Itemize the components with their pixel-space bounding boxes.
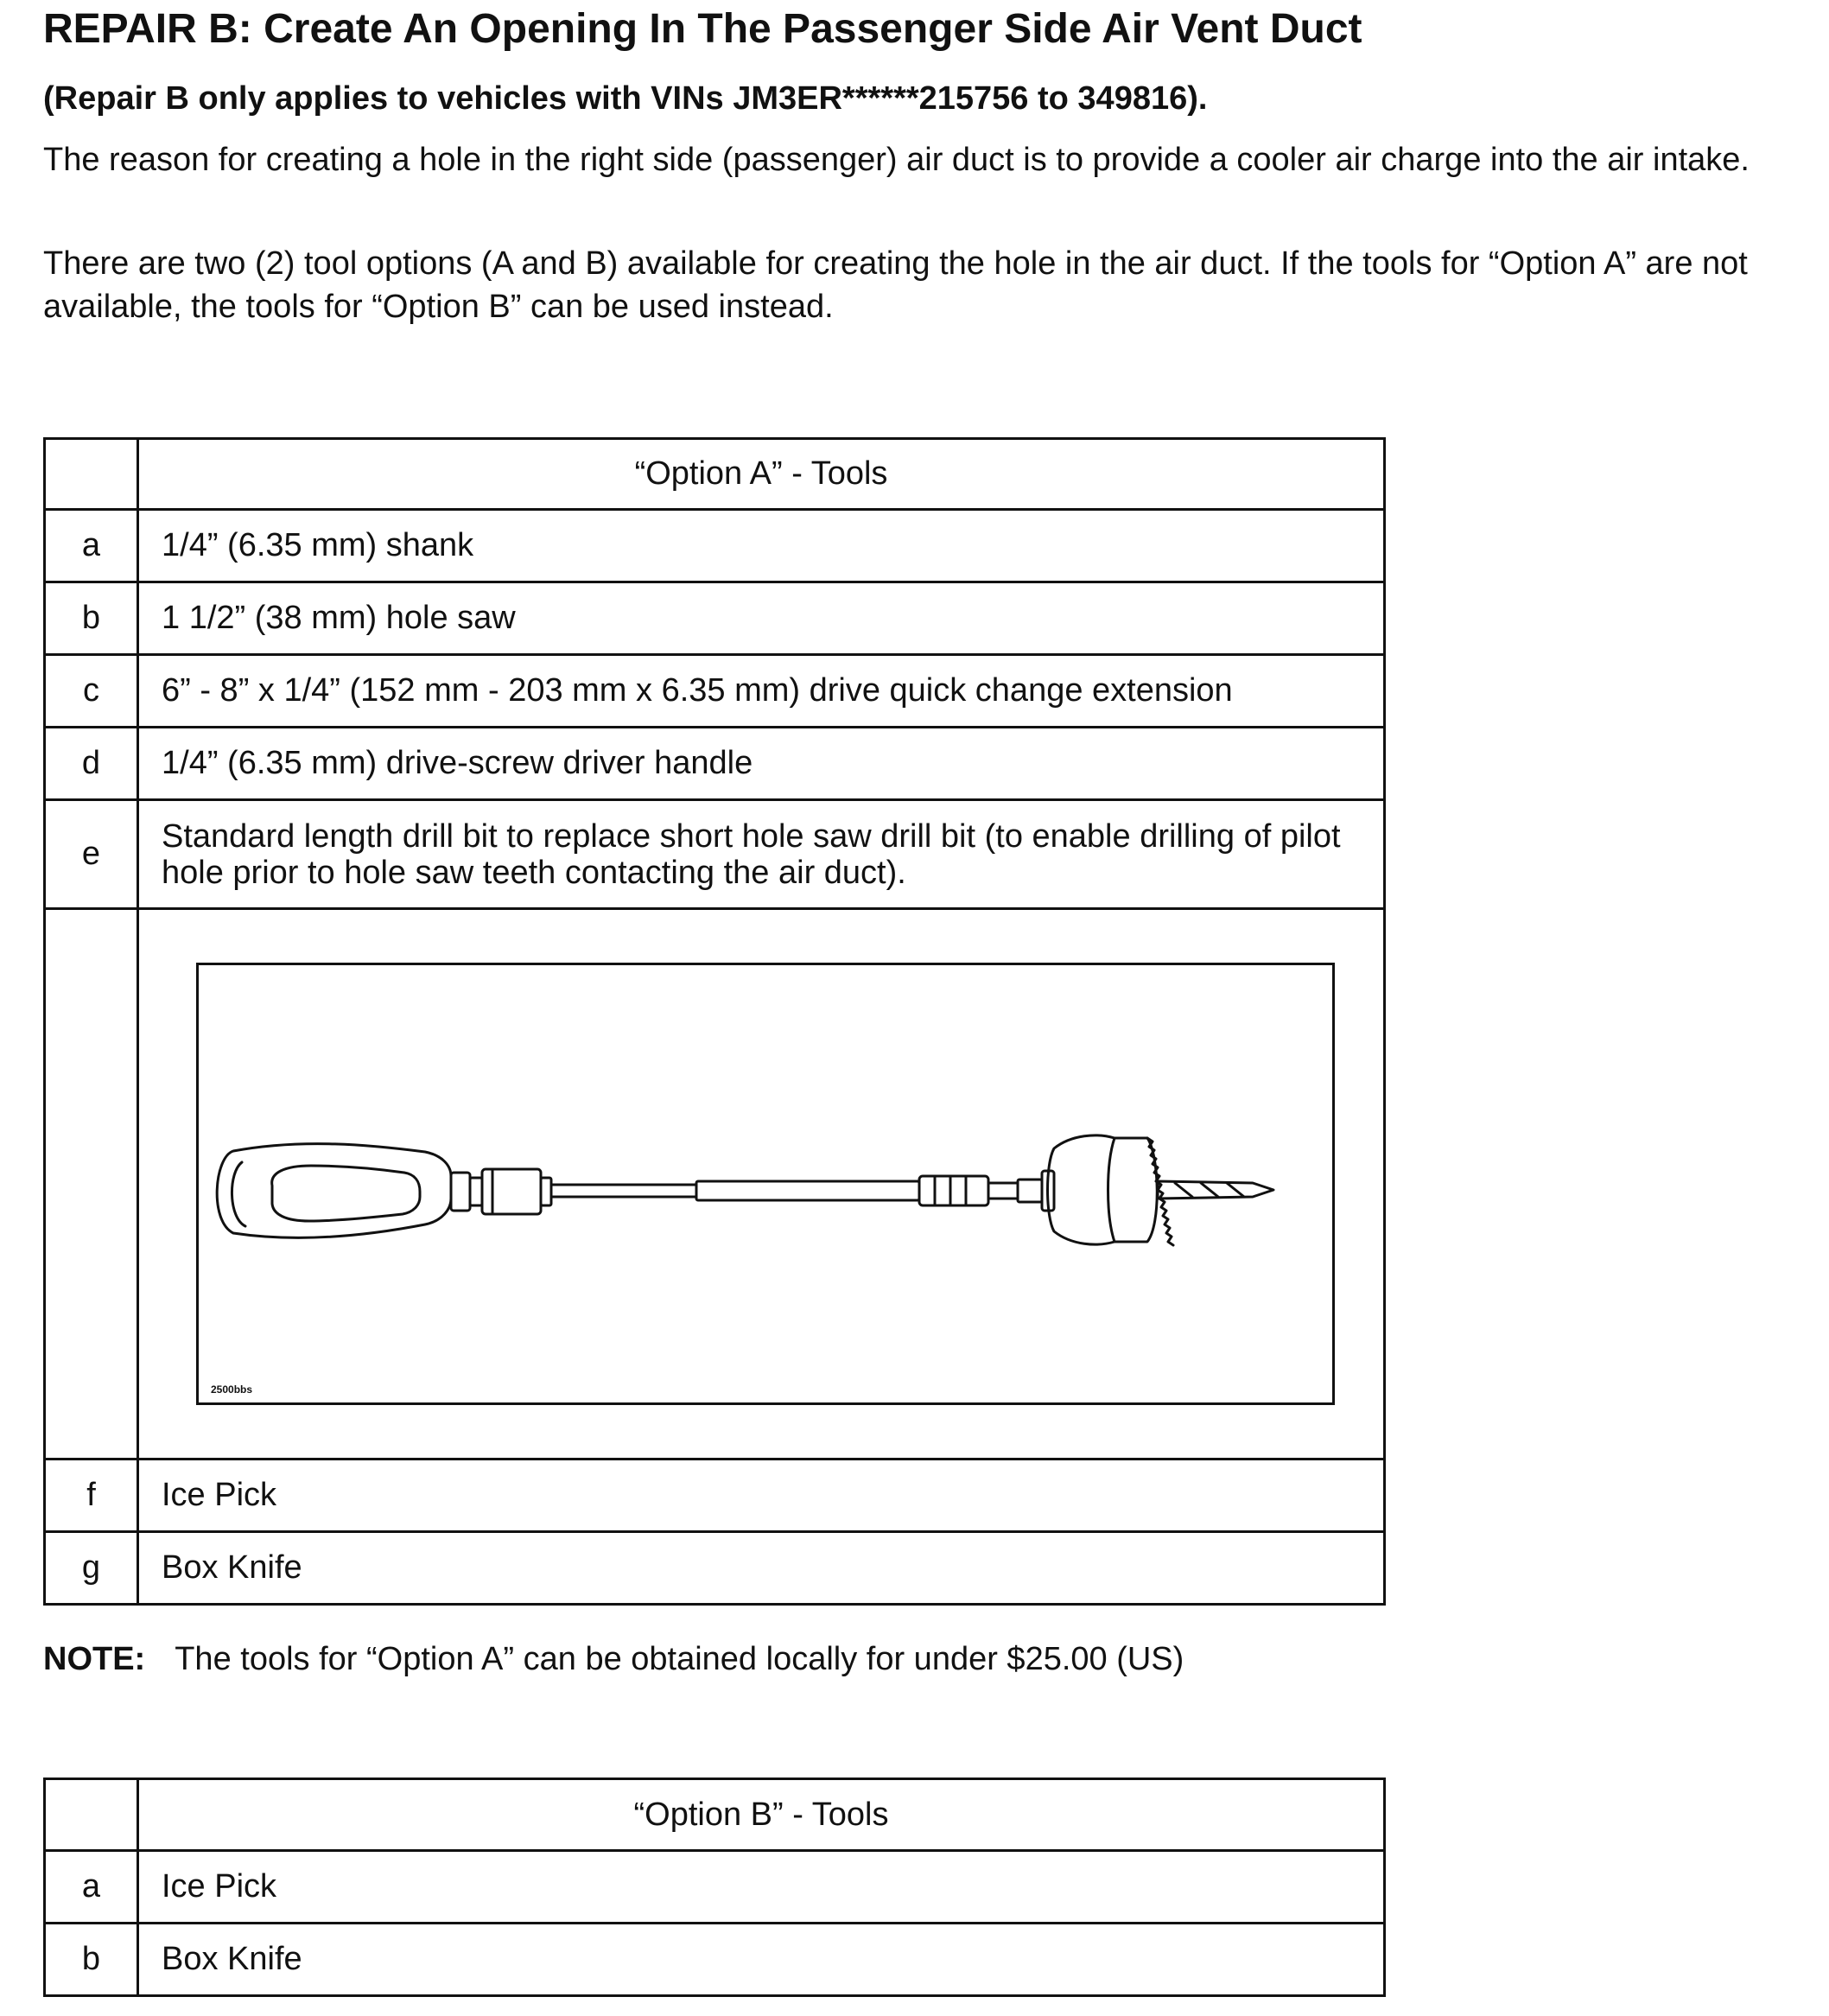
note-label: NOTE:	[43, 1641, 146, 1677]
row-description: Ice Pick	[138, 1851, 1385, 1924]
screwdriver-holesaw-illustration	[199, 965, 1332, 1402]
option-b-tools-table	[43, 1778, 1386, 1997]
cost-note	[43, 1638, 1184, 1681]
extension-shaft	[551, 1185, 696, 1197]
table-header-row	[45, 439, 1385, 510]
table-row	[45, 1460, 1385, 1532]
arbor-shank	[1018, 1180, 1042, 1202]
figure-code: 2500bbs	[211, 1383, 253, 1396]
quick-change-chuck	[482, 1169, 541, 1214]
table-row	[45, 800, 1385, 909]
row-description: 1/4” (6.35 mm) shank	[138, 510, 1385, 582]
row-description: 1/4” (6.35 mm) drive-screw driver handle	[138, 728, 1385, 800]
hole-saw-body	[1048, 1135, 1158, 1244]
option-a-tools-table	[43, 437, 1386, 1606]
table-header-row	[45, 1779, 1385, 1851]
tool-options-paragraph: There are two (2) tool options (A and B) available for creating the hole in the air duct. If the tools for “Option A” are not available, the tools for “Option B” can be used instead.	[43, 245, 1748, 325]
row-letter: f	[45, 1460, 138, 1532]
table-row	[45, 510, 1385, 582]
handle-collar	[451, 1173, 470, 1211]
row-letter: b	[45, 1924, 138, 1996]
extension-coupler	[919, 1176, 988, 1205]
row-letter: e	[45, 800, 138, 909]
row-letter: g	[45, 1532, 138, 1605]
table-row	[45, 1924, 1385, 1996]
option-b-header: “Option B” - Tools	[138, 1779, 1385, 1851]
handle-outline	[217, 1144, 451, 1238]
row-description: Box Knife	[138, 1924, 1385, 1996]
row-description: 6” - 8” x 1/4” (152 mm - 203 mm x 6.35 mm) drive quick change extension	[138, 655, 1385, 728]
row-description: Box Knife	[138, 1532, 1385, 1605]
row-letter: a	[45, 1851, 138, 1924]
row-description: 1 1/2” (38 mm) hole saw	[138, 582, 1385, 655]
page-title: REPAIR B: Create An Opening In The Passenger Side Air Vent Duct	[43, 6, 1362, 52]
note-text: The tools for “Option A” can be obtained locally for under $25.00 (US)	[175, 1641, 1184, 1677]
row-description: Ice Pick	[138, 1460, 1385, 1532]
row-letter: a	[45, 510, 138, 582]
header-letter-cell	[45, 439, 138, 510]
table-row	[45, 728, 1385, 800]
hole-saw-teeth	[1147, 1138, 1173, 1245]
handle-grip	[272, 1166, 420, 1221]
table-row	[45, 1532, 1385, 1605]
table-row	[45, 1851, 1385, 1924]
figure-letter-cell	[45, 909, 138, 1460]
row-letter: c	[45, 655, 138, 728]
header-letter-cell	[45, 1779, 138, 1851]
row-letter: b	[45, 582, 138, 655]
extension-bar	[696, 1181, 919, 1200]
vin-applicability-note: (Repair B only applies to vehicles with VINs JM3ER******215756 to 349816).	[43, 80, 1208, 117]
figure-cell	[138, 909, 1385, 1460]
figure-row	[45, 909, 1385, 1460]
tool-assembly-figure	[196, 963, 1335, 1405]
option-a-header: “Option A” - Tools	[138, 439, 1385, 510]
row-letter: d	[45, 728, 138, 800]
row-description: Standard length drill bit to replace short hole saw drill bit (to enable drilling of pilot hole prior to hole saw teeth contacting the air duct).	[138, 800, 1385, 909]
table-row	[45, 582, 1385, 655]
handle-collar-2	[470, 1178, 482, 1205]
reason-paragraph: The reason for creating a hole in the right side (passenger) air duct is to provide a cooler air charge into the air intake.	[43, 142, 1750, 178]
handle-inner-curve	[232, 1162, 245, 1226]
table-row	[45, 655, 1385, 728]
